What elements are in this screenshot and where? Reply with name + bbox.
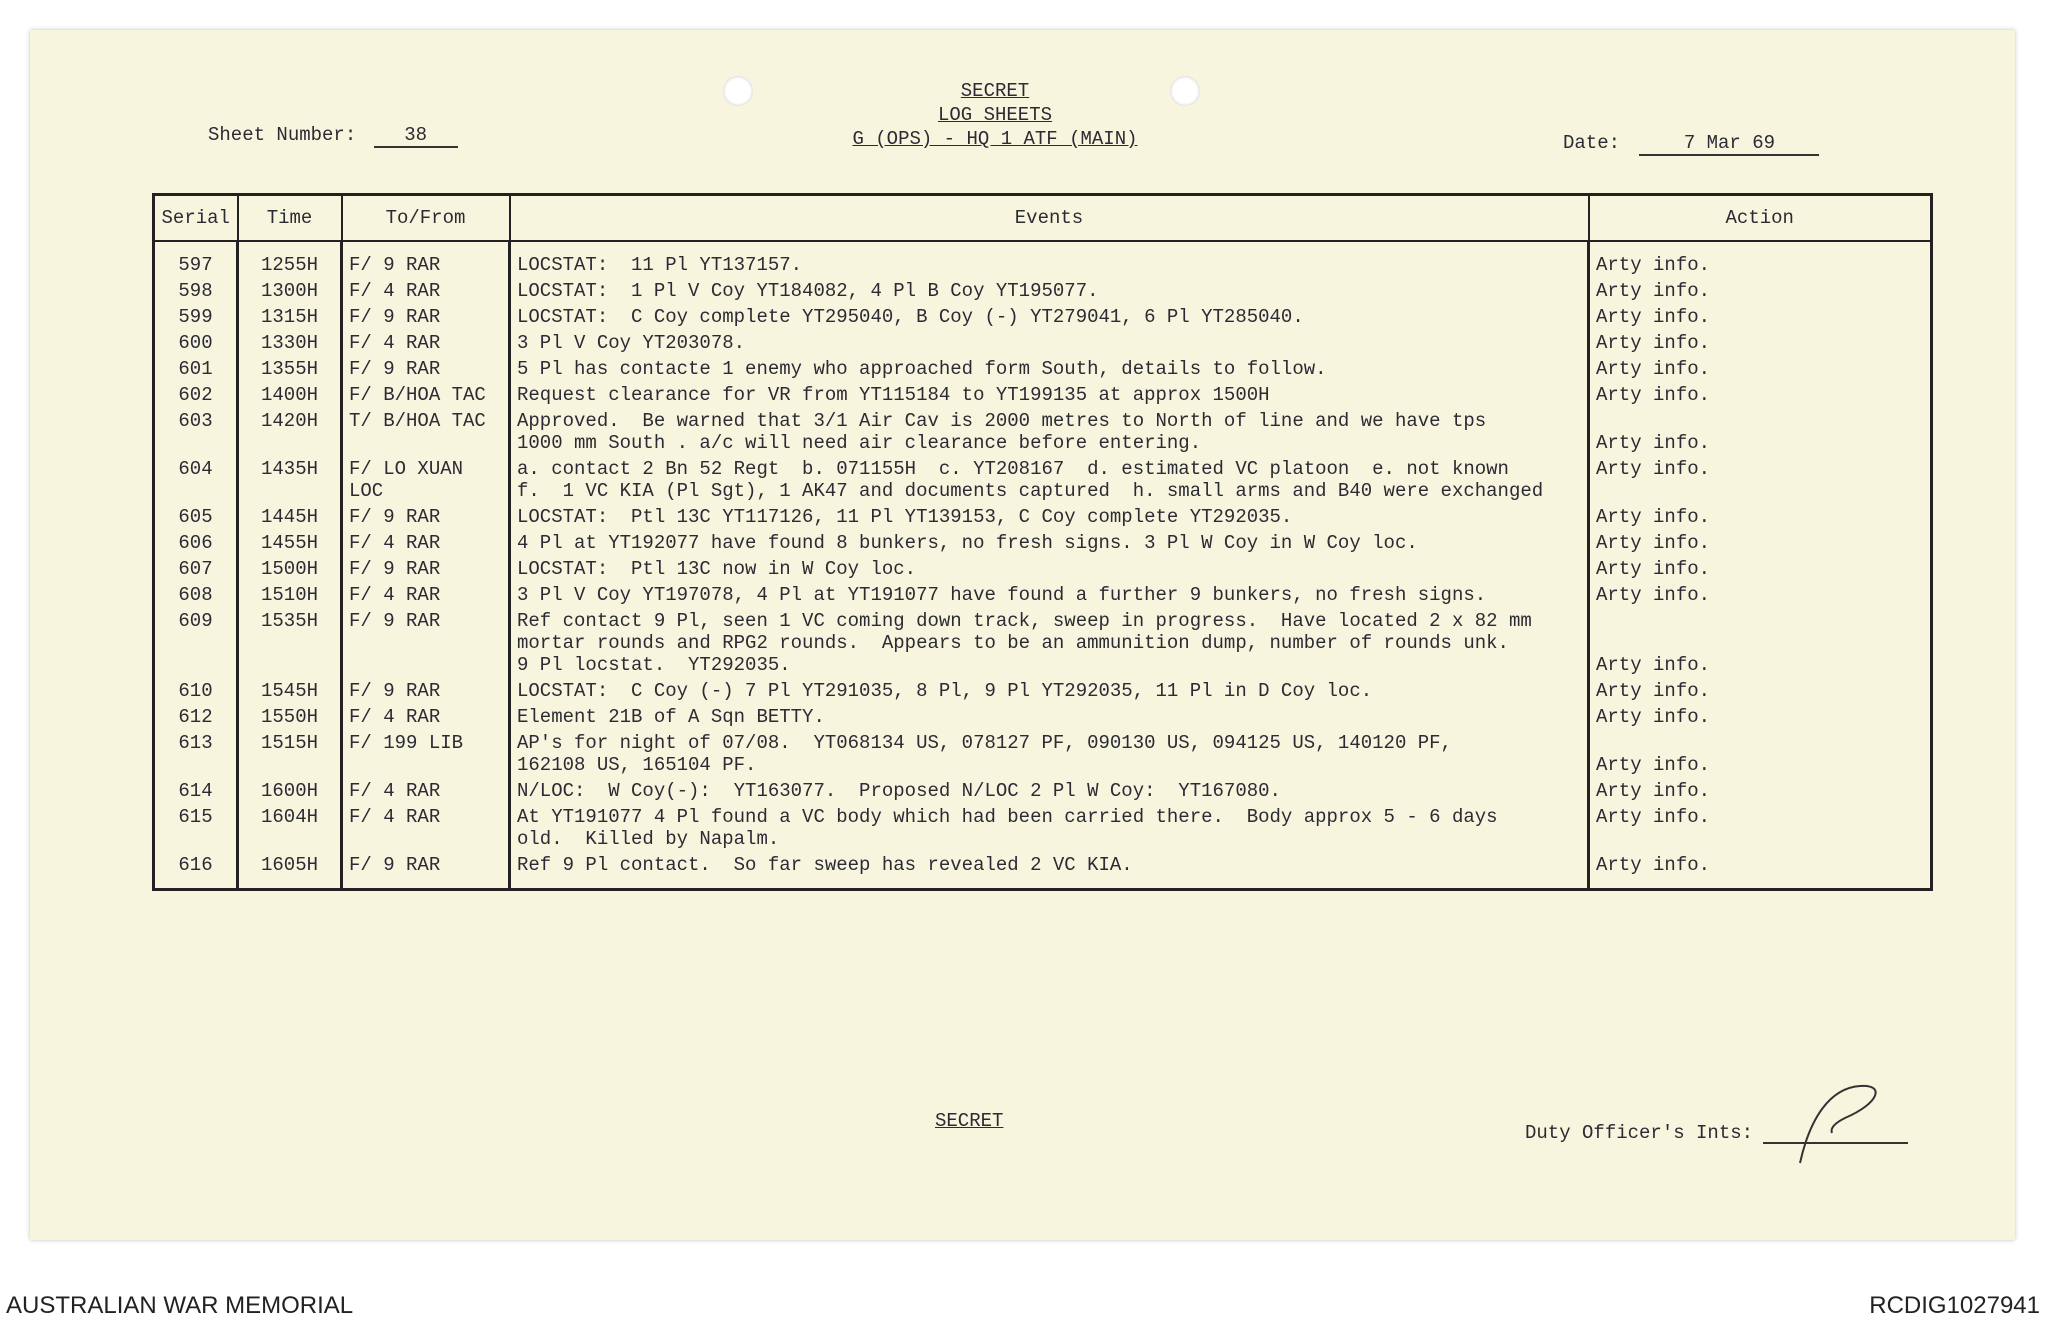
action-text: Arty info. (1596, 432, 1711, 454)
action-cell (1589, 406, 1932, 454)
archive-id: RCDIG1027941 (1869, 1292, 2040, 1319)
action-cell: Arty info. (1589, 776, 1932, 802)
to-from-cell: F/ 9 RAR (342, 502, 510, 528)
header-doc-type: LOG SHEETS (937, 104, 1053, 126)
to-from-cell: F/ 9 RAR (342, 241, 510, 276)
time-cell: 1300H (238, 276, 342, 302)
action-cell: Arty info. (1589, 528, 1932, 554)
time-cell: 1455H (238, 528, 342, 554)
time-cell: 1400H (238, 380, 342, 406)
table-filler-row (154, 876, 1932, 890)
table-row (154, 676, 1932, 702)
events-cell: LOCSTAT: Ptl 13C now in W Coy loc. (510, 554, 1589, 580)
time-cell: 1604H (238, 802, 342, 850)
serial-cell: 612 (154, 702, 238, 728)
time-cell: 1510H (238, 580, 342, 606)
to-from-cell: F/ 4 RAR (342, 580, 510, 606)
filler-cell (342, 876, 510, 890)
table-header-row (154, 195, 1932, 242)
action-cell: Arty info. (1589, 502, 1932, 528)
time-cell: 1355H (238, 354, 342, 380)
events-cell: LOCSTAT: Ptl 13C YT117126, 11 Pl YT139153, C Coy complete YT292035. (510, 502, 1589, 528)
events-cell: LOCSTAT: C Coy complete YT295040, B Coy (-) YT279041, 6 Pl YT285040. (510, 302, 1589, 328)
serial-cell: 608 (154, 580, 238, 606)
to-from-cell: F/ 4 RAR (342, 802, 510, 850)
events-cell: LOCSTAT: C Coy (-) 7 Pl YT291035, 8 Pl, 9 Pl YT292035, 11 Pl in D Coy loc. (510, 676, 1589, 702)
to-from-cell: F/ 4 RAR (342, 776, 510, 802)
serial-cell: 602 (154, 380, 238, 406)
events-cell: Approved. Be warned that 3/1 Air Cav is 2000 metres to North of line and we have tps 1000 mm South . a/c will need air clearance before entering. (510, 406, 1589, 454)
to-from-cell: F/ 9 RAR (342, 554, 510, 580)
header-time: Time (238, 195, 342, 242)
time-cell: 1515H (238, 728, 342, 776)
sheet-number-label: Sheet Number: (208, 124, 357, 146)
table-row (154, 802, 1932, 850)
to-from-cell: F/ 4 RAR (342, 328, 510, 354)
serial-cell: 607 (154, 554, 238, 580)
header-unit: G (OPS) - HQ 1 ATF (MAIN) (852, 128, 1138, 150)
time-cell: 1435H (238, 454, 342, 502)
archive-strip (0, 1280, 2048, 1324)
footer-classification: SECRET (935, 1110, 1004, 1132)
filler-cell (154, 876, 238, 890)
filler-cell (238, 876, 342, 890)
date-value: 7 Mar 69 (1639, 132, 1819, 156)
action-cell: Arty info. (1589, 380, 1932, 406)
table-row (154, 580, 1932, 606)
events-cell: LOCSTAT: 11 Pl YT137157. (510, 241, 1589, 276)
archive-name: AUSTRALIAN WAR MEMORIAL (6, 1292, 354, 1319)
punch-hole-right (1170, 76, 1200, 106)
time-cell: 1535H (238, 606, 342, 676)
time-cell: 1255H (238, 241, 342, 276)
table-row (154, 528, 1932, 554)
time-cell: 1605H (238, 850, 342, 876)
action-cell: Arty info. (1589, 702, 1932, 728)
serial-cell: 615 (154, 802, 238, 850)
table-row (154, 850, 1932, 876)
events-cell: Ref 9 Pl contact. So far sweep has revealed 2 VC KIA. (510, 850, 1589, 876)
filler-cell (1589, 876, 1932, 890)
events-cell: LOCSTAT: 1 Pl V Coy YT184082, 4 Pl B Coy YT195077. (510, 276, 1589, 302)
log-table-body (154, 241, 1932, 890)
table-row (154, 354, 1932, 380)
table-row (154, 328, 1932, 354)
table-row (154, 241, 1932, 276)
date-label: Date: (1563, 132, 1621, 154)
table-row (154, 276, 1932, 302)
time-cell: 1550H (238, 702, 342, 728)
to-from-cell: F/ 4 RAR (342, 702, 510, 728)
action-cell: Arty info. (1589, 354, 1932, 380)
table-row (154, 554, 1932, 580)
to-from-cell: F/ B/HOA TAC (342, 380, 510, 406)
to-from-cell: F/ LO XUAN LOC (342, 454, 510, 502)
action-text: Arty info. (1596, 654, 1711, 676)
header-to-from: To/From (342, 195, 510, 242)
serial-cell: 600 (154, 328, 238, 354)
header-classification: SECRET (960, 80, 1030, 102)
events-cell: N/LOC: W Coy(-): YT163077. Proposed N/LOC 2 Pl W Coy: YT167080. (510, 776, 1589, 802)
log-table (152, 193, 1933, 891)
serial-cell: 613 (154, 728, 238, 776)
header-action: Action (1589, 195, 1932, 242)
action-cell: Arty info. (1589, 302, 1932, 328)
time-cell: 1500H (238, 554, 342, 580)
table-row (154, 776, 1932, 802)
action-cell (1589, 850, 1932, 876)
serial-cell: 604 (154, 454, 238, 502)
punch-hole-left (723, 76, 753, 106)
action-cell: Arty info. (1589, 580, 1932, 606)
table-row (154, 502, 1932, 528)
to-from-cell: F/ 9 RAR (342, 850, 510, 876)
header-events: Events (510, 195, 1589, 242)
table-row (154, 728, 1932, 776)
filler-cell (510, 876, 1589, 890)
table-row (154, 406, 1932, 454)
action-cell: Arty info. (1589, 554, 1932, 580)
serial-cell: 598 (154, 276, 238, 302)
time-cell: 1420H (238, 406, 342, 454)
events-cell: 4 Pl at YT192077 have found 8 bunkers, no fresh signs. 3 Pl W Coy in W Coy loc. (510, 528, 1589, 554)
action-cell: Arty info. (1589, 328, 1932, 354)
action-text: Arty info. (1596, 854, 1711, 876)
events-cell: 3 Pl V Coy YT203078. (510, 328, 1589, 354)
time-cell: 1315H (238, 302, 342, 328)
events-cell: AP's for night of 07/08. YT068134 US, 078127 PF, 090130 US, 094125 US, 140120 PF, 162108 US, 165104 PF. (510, 728, 1589, 776)
time-cell: 1330H (238, 328, 342, 354)
serial-cell: 610 (154, 676, 238, 702)
serial-cell: 616 (154, 850, 238, 876)
action-cell (1589, 728, 1932, 776)
to-from-cell: F/ 9 RAR (342, 302, 510, 328)
to-from-cell: F/ 4 RAR (342, 276, 510, 302)
duty-officer-label: Duty Officer's Ints: (1525, 1122, 1754, 1144)
table-row (154, 606, 1932, 676)
serial-cell: 606 (154, 528, 238, 554)
table-row (154, 302, 1932, 328)
serial-cell: 614 (154, 776, 238, 802)
date-field (1563, 132, 1819, 156)
serial-cell: 605 (154, 502, 238, 528)
events-cell: a. contact 2 Bn 52 Regt b. 071155H c. YT208167 d. estimated VC platoon e. not known f. 1 VC KIA (Pl Sgt), 1 AK47 and documents captured h. small arms and B40 were exchanged (510, 454, 1589, 502)
time-cell: 1545H (238, 676, 342, 702)
serial-cell: 597 (154, 241, 238, 276)
action-cell: Arty info. (1589, 454, 1932, 502)
events-cell: 3 Pl V Coy YT197078, 4 Pl at YT191077 have found a further 9 bunkers, no fresh signs. (510, 580, 1589, 606)
action-cell: Arty info. (1589, 241, 1932, 276)
events-cell: 5 Pl has contacte 1 enemy who approached form South, details to follow. (510, 354, 1589, 380)
to-from-cell: F/ 9 RAR (342, 606, 510, 676)
serial-cell: 603 (154, 406, 238, 454)
table-row (154, 454, 1932, 502)
time-cell: 1600H (238, 776, 342, 802)
events-cell: Ref contact 9 Pl, seen 1 VC coming down track, sweep in progress. Have located 2 x 82 mm mortar rounds and RPG2 rounds. Appears to be an ammunition dump, number of rounds unk. 9 Pl locstat. YT292035. (510, 606, 1589, 676)
to-from-cell: T/ B/HOA TAC (342, 406, 510, 454)
serial-cell: 599 (154, 302, 238, 328)
events-cell: At YT191077 4 Pl found a VC body which had been carried there. Body approx 5 - 6 days old. Killed by Napalm. (510, 802, 1589, 850)
action-cell (1589, 606, 1932, 676)
sheet-number-value: 38 (374, 124, 458, 148)
action-cell: Arty info. (1589, 676, 1932, 702)
serial-cell: 609 (154, 606, 238, 676)
header-serial: Serial (154, 195, 238, 242)
to-from-cell: F/ 4 RAR (342, 528, 510, 554)
events-cell: Element 21B of A Sqn BETTY. (510, 702, 1589, 728)
sheet-number (208, 124, 458, 148)
action-cell: Arty info. (1589, 802, 1932, 850)
table-row (154, 702, 1932, 728)
time-cell: 1445H (238, 502, 342, 528)
signature-scribble (1790, 1078, 1900, 1168)
action-cell: Arty info. (1589, 276, 1932, 302)
to-from-cell: F/ 9 RAR (342, 676, 510, 702)
to-from-cell: F/ 9 RAR (342, 354, 510, 380)
to-from-cell: F/ 199 LIB (342, 728, 510, 776)
action-text: Arty info. (1596, 754, 1711, 776)
table-row (154, 380, 1932, 406)
events-cell: Request clearance for VR from YT115184 to YT199135 at approx 1500H (510, 380, 1589, 406)
serial-cell: 601 (154, 354, 238, 380)
